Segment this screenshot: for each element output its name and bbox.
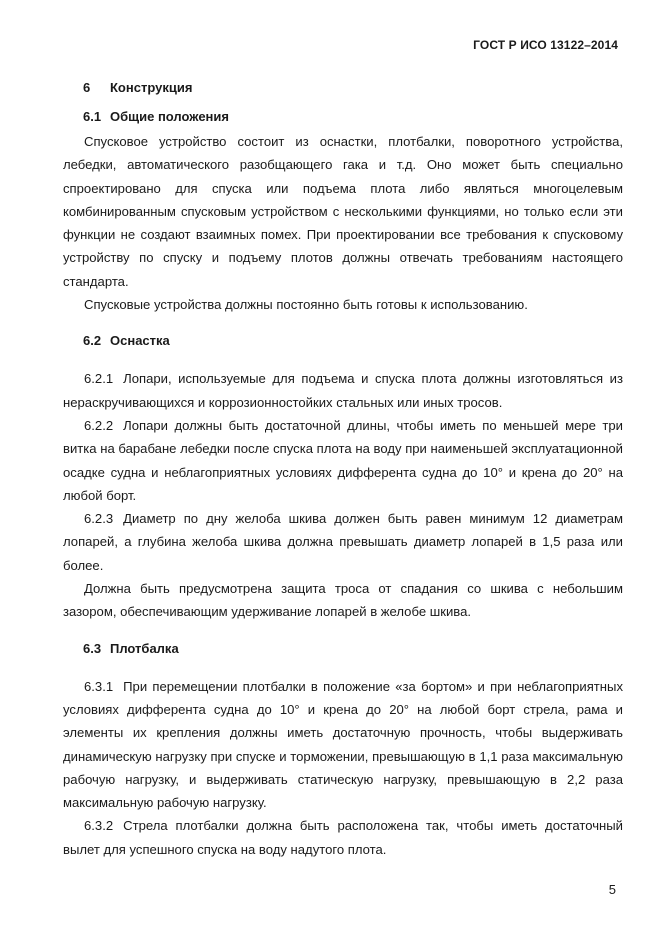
clause-6-3-1 xyxy=(63,675,623,815)
section-6-number: 6 xyxy=(83,80,91,95)
clause-6-2-1-label: 6.2.1 xyxy=(84,371,114,387)
section-6-1-paragraph-2: Спусковые устройства должны постоянно быть готовы к использованию. xyxy=(84,297,528,313)
standard-header: ГОСТ Р ИСО 13122–2014 xyxy=(473,38,618,52)
clause-6-2-1 xyxy=(63,367,623,414)
clause-6-2-3-text: Диаметр по дну желоба шкива должен быть равен минимум 12 диаметрам лопарей, а глубина желоба шкива должна превышать диаметр лопарей в 1,5 раза или более. xyxy=(63,511,623,573)
section-6-3-title: Плотбалка xyxy=(110,640,179,656)
section-6-2-number: 6.2 xyxy=(83,333,102,349)
clause-6-2-1-text: Лопари, используемые для подъема и спуска плота должны изготовляться из нераскручивающихся и коррозионностойких стальных или иных тросов. xyxy=(63,371,623,410)
section-6-heading xyxy=(83,79,623,97)
page-number: 5 xyxy=(608,882,616,897)
section-6-2-title: Оснастка xyxy=(110,333,170,349)
clause-6-3-1-label: 6.3.1 xyxy=(84,678,114,694)
clause-6-2-2-text: Лопари должны быть достаточной длины, чтобы иметь по меньшей мере три витка на барабане лебедки после спуска плота на воду при наименьшей эксплуатационной осадке судна и неблагоприятных условиях дифферента судна до 10° и крена до 20° на любой борт. xyxy=(63,417,623,503)
clause-6-2-2 xyxy=(63,414,623,507)
clause-6-2-2-label: 6.2.2 xyxy=(84,417,114,433)
clause-6-3-2-label: 6.3.2 xyxy=(84,818,114,834)
section-6-3-heading xyxy=(83,640,623,658)
section-6-1-paragraph-1: Спусковое устройство состоит из оснастки, плотбалки, поворотного устройства, лебедки, автоматического разобщающего гака и т.д. Оно может быть специально спроектировано для спуска или подъема плота либо являться многоцелевым комбинированным спусковым устройством с несколькими функциями, но только если эти функции не создают взаимных помех. При проектировании все требования к спусковому устройству по спуску и подъему плотов должны отвечать требованиям настоящего стандарта. xyxy=(63,134,623,289)
clause-6-3-1-text: При перемещении плотбалки в положение «за бортом» и при неблагоприятных условиях дифферента судна до 10° и крена до 20° на любой борт стрела, рама и элементы их крепления должны иметь достаточную прочность, чтобы выдерживать динамическую нагрузку при спуске и торможении, превышающую в 1,1 раза максимальную рабочую нагрузку, и выдерживать статическую нагрузку, превышающую в 2,2 раза максимальную рабочую нагрузку. xyxy=(63,678,623,811)
section-6-2-paragraph-protection: Должна быть предусмотрена защита троса от спадания со шкива с небольшим зазором, обеспечивающим удерживание лопарей в желобе шкива. xyxy=(63,581,623,620)
section-6-1-heading xyxy=(83,108,623,126)
section-6-1-title: Общие положения xyxy=(110,109,229,124)
clause-6-2-3 xyxy=(63,507,623,577)
clause-6-3-2-text: Стрела плотбалки должна быть расположена так, чтобы иметь достаточный вылет для успешного спуска на воду надутого плота. xyxy=(63,818,623,857)
section-6-title: Конструкция xyxy=(110,80,193,95)
page-content xyxy=(63,79,623,861)
clause-6-2-3-label: 6.2.3 xyxy=(84,511,114,527)
section-6-3-number: 6.3 xyxy=(83,640,102,656)
section-6-2-heading xyxy=(83,332,623,350)
section-6-1-number: 6.1 xyxy=(83,109,102,124)
clause-6-3-2 xyxy=(63,814,623,861)
